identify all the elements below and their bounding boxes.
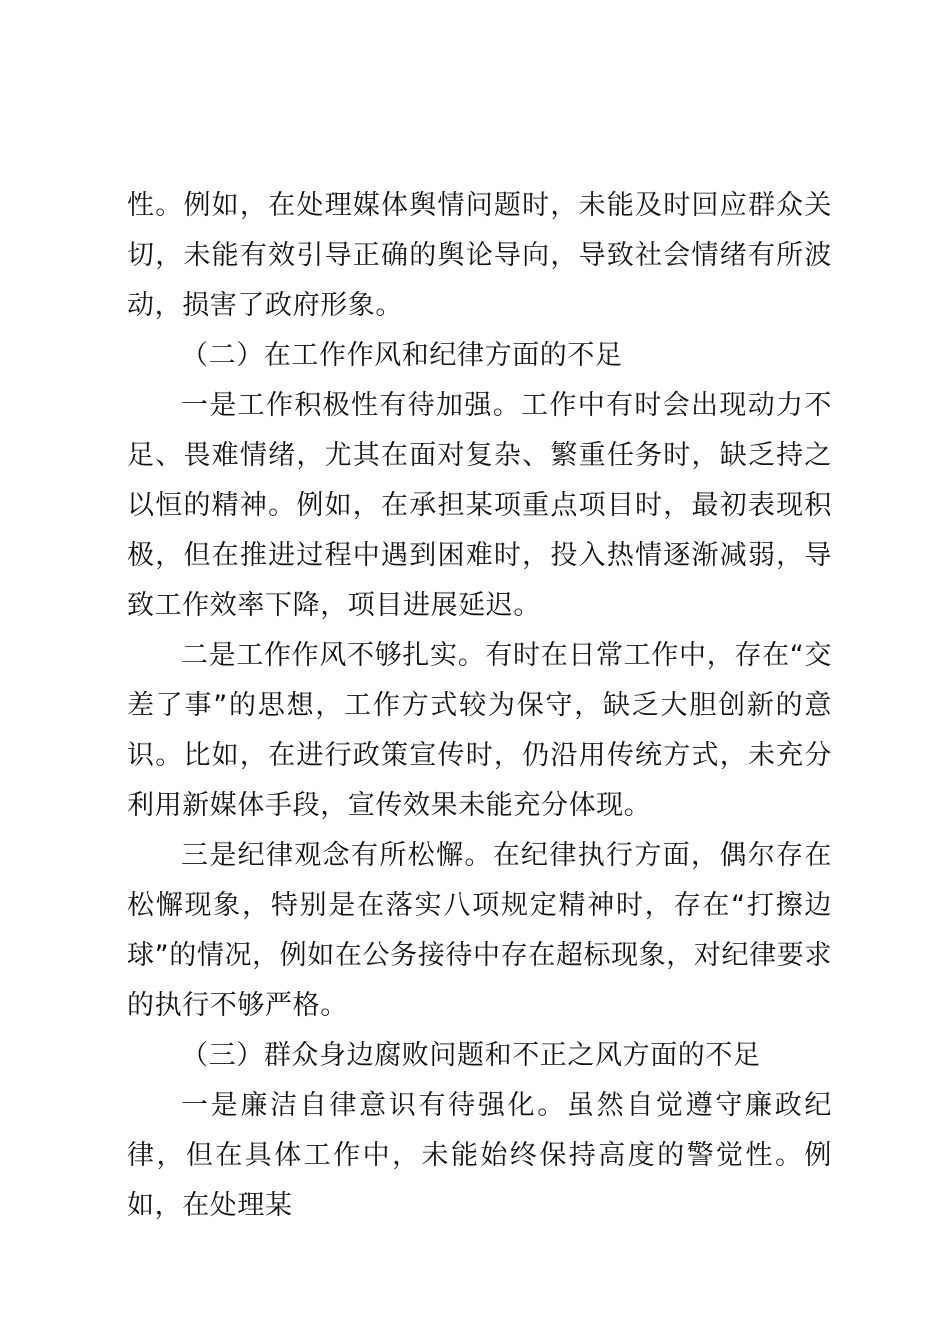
- paragraph-discipline: 三是纪律观念有所松懈。在纪律执行方面，偶尔存在松懈现象，特别是在落实八项规定精神时，存在“打擦边球”的情况，例如在公务接待中存在超标现象，对纪律要求的执行不够严格。: [127, 840, 832, 1021]
- paragraph-continuation: 性。例如，在处理媒体舆情问题时，未能及时回应群众关切，未能有效引导正确的舆论导向，导致社会情绪有所波动，损害了政府形象。: [127, 190, 832, 321]
- paragraph-integrity: 一是廉洁自律意识有待强化。虽然自觉遵守廉政纪律，但在具体工作中，未能始终保持高度的警觉性。例如，在处理某: [127, 1090, 832, 1221]
- paragraph-work-enthusiasm: 一是工作积极性有待加强。工作中有时会出现动力不足、畏难情绪，尤其在面对复杂、繁重任务时，缺乏持之以恒的精神。例如，在承担某项重点项目时，最初表现积极，但在推进过程中遇到困难时，投入热情逐渐减弱，导致工作效率下降，项目进展延迟。: [127, 390, 832, 621]
- section-heading-2: （二）在工作作风和纪律方面的不足: [181, 340, 623, 371]
- section-heading-3: （三）群众身边腐败问题和不正之风方面的不足: [181, 1040, 761, 1071]
- paragraph-work-style: 二是工作作风不够扎实。有时在日常工作中，存在“交差了事”的思想，工作方式较为保守，缺乏大胆创新的意识。比如，在进行政策宣传时，仍沿用传统方式，未充分利用新媒体手段，宣传效果未能充分体现。: [127, 640, 832, 821]
- document-body: [127, 181, 832, 1231]
